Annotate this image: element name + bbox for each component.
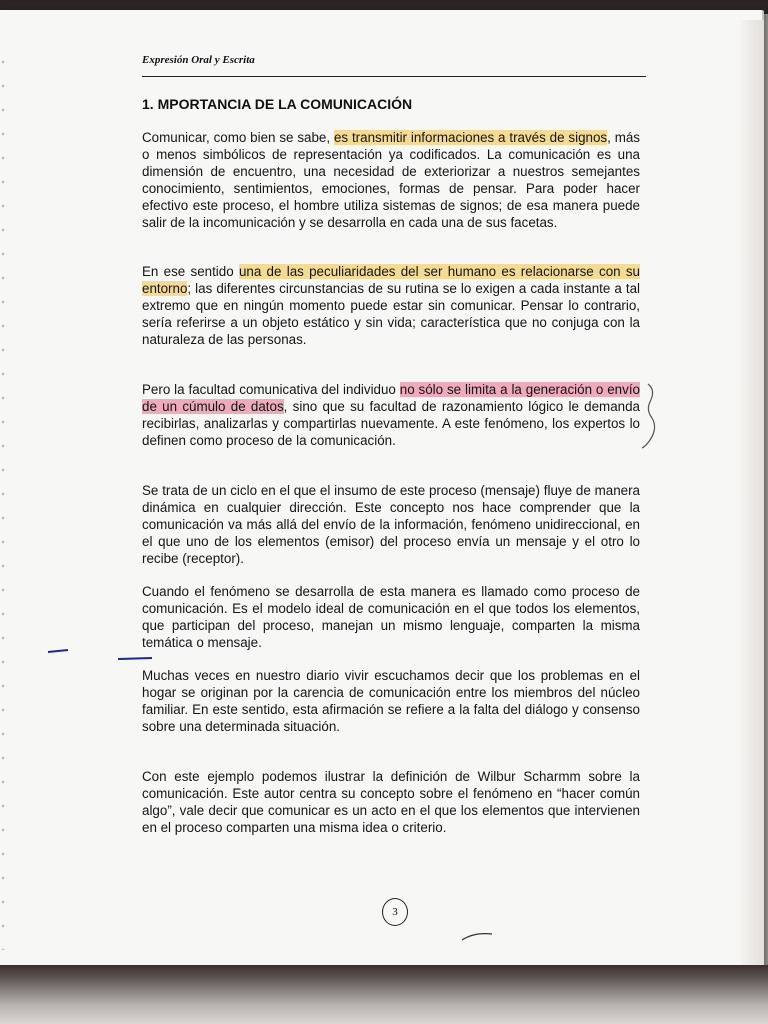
bracket-pen-mark: [640, 380, 664, 450]
running-header: [142, 50, 646, 77]
paragraph-text: , más o menos simbólicos de representación ya codificados. La comunicación es una dimensión de encuentro, una necesidad de exteriorizar a nuestros semejantes conocimiento, sentimientos, emociones, formas de pensar. Para poder hacer efectivo este proceso, el hombre utiliza sistemas de signos; de esa manera puede salir de la incomunicación y se desarrolla en cada una de sus facetas.: [142, 130, 640, 230]
paragraph-6: [142, 668, 640, 736]
binding-holes: [0, 50, 6, 950]
paragraph-2: [142, 264, 640, 349]
highlighted-text: una de las peculiaridades del ser humano es relacionarse con su entorno: [142, 264, 640, 296]
scan-background-bottom: [0, 965, 768, 1024]
paragraph-text: Se trata de un ciclo en el que el insumo de este proceso (mensaje) fluye de manera dinámica en cualquier dirección. Este concepto nos hace comprender que la comunicación va más allá del envío de la información, fenómeno unidireccional, en el que uno de los elementos (emisor) del proceso envía un mensaje y el otro lo recibe (receptor).: [142, 483, 640, 566]
paragraph-text: ; las diferentes circunstancias de su rutina se lo exigen a cada instante a tal extremo que en ningún momento puede estar sin comunicar. Pensar lo contrario, sería referirse a un objeto estático y sin vida; característica que no conjuga con la naturaleza de las personas.: [142, 280, 640, 347]
pen-underline-mark: [116, 654, 156, 664]
paragraph-text: Con este ejemplo podemos ilustrar la definición de Wilbur Scharmm sobre la comunicación. Este autor centra su concepto sobre el fenómeno en “hacer común algo”, vale decir que comunicar es un acto en el que los elementos que intervienen en el proceso comparten una misma idea o criterio.: [142, 769, 640, 835]
paragraph-5: [142, 584, 640, 652]
paragraph-text: Muchas veces en nuestro diario vivir escuchamos decir que los problemas en el hogar se originan por la carencia de comunicación entre los miembros del núcleo familiar. En este sentido, esta afirmación se refiere a la falta del diálogo y consenso sobre una determinada situación.: [142, 668, 640, 734]
paragraph-4: [142, 483, 640, 568]
header-title: Expresión Oral y Escrita: [142, 54, 255, 66]
paragraph-text: Comunicar, como bien se sabe,: [142, 130, 334, 145]
paragraph-text: , sino que su facultad de razonamiento lógico le demanda recibirlas, analizarlas y compartirlas nuevamente. A este fenómeno, los expertos lo definen como proceso de la comunicación.: [142, 398, 640, 448]
pen-dash-mark: [46, 646, 72, 656]
page-number: 3: [382, 898, 408, 926]
paragraph-text: En ese sentido: [142, 264, 239, 279]
paragraph-1: [142, 130, 640, 231]
paragraph-text: Cuando el fenómeno se desarrolla de esta manera es llamado como proceso de comunicación. Es el modelo ideal de comunicación en el que todos los elementos, que participan del proceso, manejan un mismo lenguaje, comparten la misma temática o mensaje.: [142, 584, 640, 650]
paragraph-3: [142, 382, 640, 450]
highlighted-text: es transmitir informaciones a través de signos: [333, 130, 608, 145]
paragraph-text: Pero la facultad comunicativa del individuo: [142, 382, 400, 397]
page-right-edge: [740, 20, 764, 968]
highlighted-text: no sólo se limita a la generación o envío de un cúmulo de datos: [142, 382, 640, 414]
pen-stroke-mark: [458, 928, 498, 944]
paragraph-7: [142, 769, 640, 837]
section-heading: 1. MPORTANCIA DE LA COMUNICACIÓN: [142, 96, 413, 112]
